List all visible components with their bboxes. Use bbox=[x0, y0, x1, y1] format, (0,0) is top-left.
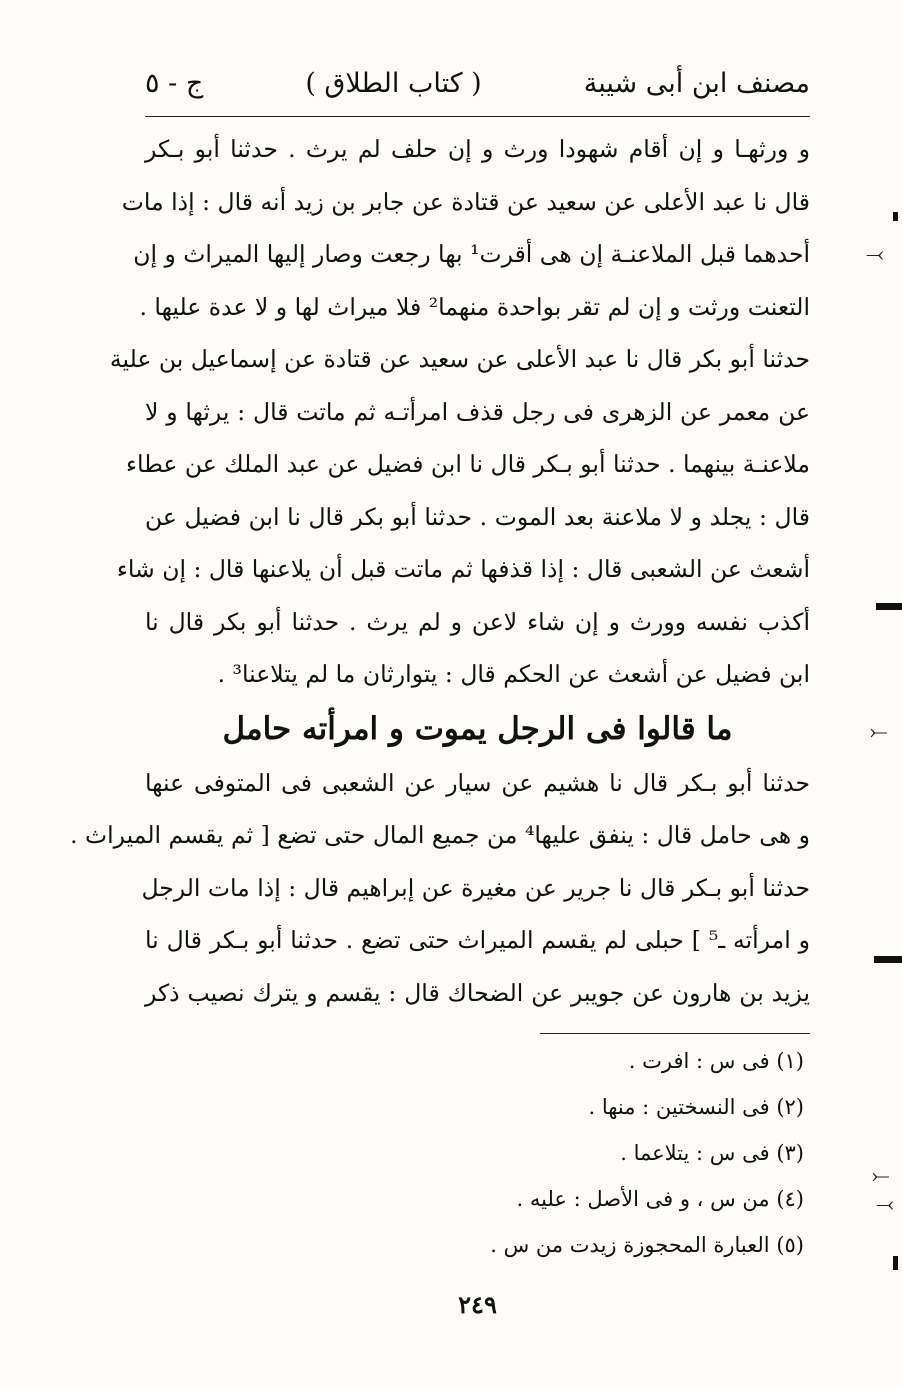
margin-mark bbox=[893, 212, 898, 221]
header-rule bbox=[145, 116, 810, 117]
footnotes bbox=[145, 1038, 810, 1268]
footnote-4: (٤) من س ، و فى الأصل : عليه . bbox=[516, 1187, 804, 1211]
text-line: و امرأته ـ⁵ ] حبلى لم يقسم الميراث حتى تضع . حدثنا أبو بـكر قال نا bbox=[145, 926, 810, 954]
header-book-title: مصنف ابن أبى شيبة bbox=[583, 68, 810, 99]
header-volume: ج - ٥ bbox=[145, 68, 204, 99]
margin-tick-mark: ⤚ bbox=[872, 1164, 890, 1189]
text-line: عن معمر عن الزهرى فى رجل قذف امرأتـه ثم ماتت قال : يرثها و لا bbox=[145, 397, 810, 426]
text-line: حدثنا أبو بـكر قال نا هشيم عن سيار عن الشعبى فى المتوفى عنها bbox=[145, 768, 810, 797]
body-text-top bbox=[109, 123, 810, 701]
margin-bar-mark bbox=[874, 956, 902, 963]
text-line: أشعث عن الشعبى قال : إذا قذفها ثم ماتت قبل أن يلاعنها قال : إن شاء bbox=[116, 555, 810, 583]
text-line: أكذب نفسه وورث و إن شاء لاعن و لم يرث . حدثنا أبو بكر قال نا bbox=[145, 607, 810, 636]
body-text-bottom bbox=[70, 757, 810, 1020]
text-line: قال نا عبد الأعلى عن سعيد عن قتادة عن جابر بن زيد أنه قال : إذا مات bbox=[121, 187, 810, 216]
text-line: قال : يجلد و لا ملاعنة بعد الموت . حدثنا أبو بكر قال نا ابن فضيل عن bbox=[145, 502, 810, 531]
footnote-5: (٥) العبارة المحجوزة زيدت من س . bbox=[490, 1233, 804, 1257]
text-line: و هى حامل قال : ينفق عليها⁴ من جميع المال حتى تضع [ ثم يقسم الميراث . bbox=[70, 821, 810, 849]
text-line: يزيد بن هارون عن جويبر عن الضحاك قال : يقسم و يترك نصيب ذكر bbox=[145, 978, 810, 1007]
page-number: ٢٤٩ bbox=[458, 1290, 497, 1319]
margin-bar-mark bbox=[876, 603, 902, 610]
text-line: ملاعنـة بينهما . حدثنا أبو بـكر قال نا ابن فضيل عن عبد الملك عن عطاء bbox=[125, 450, 810, 478]
text-line: و ورثهـا و إن أقام شهودا ورث و إن حلف لم يرث . حدثنا أبو بـكر bbox=[145, 135, 810, 163]
text-line: أحدهما قبل الملاعنـة إن هى أقرت¹ بها رجعت وصار إليها الميراث و إن bbox=[133, 240, 810, 268]
margin-tick-mark: ⤙ bbox=[876, 1192, 894, 1217]
running-head bbox=[145, 62, 810, 106]
text-line: ابن فضيل عن أشعث عن الحكم قال : يتوارثان ما لم يتلاعنا³ . bbox=[217, 660, 810, 688]
margin-tick-mark: ⤚ bbox=[870, 720, 888, 745]
margin-mark bbox=[893, 1256, 898, 1270]
text-line: حدثنا أبو بكر قال نا عبد الأعلى عن سعيد عن قتادة عن إسماعيل بن علية bbox=[109, 345, 810, 373]
footnote-2: (٢) فى النسختين : منها . bbox=[588, 1095, 804, 1119]
footnote-rule bbox=[540, 1033, 810, 1034]
text-line: حدثنا أبو بـكر قال نا جرير عن مغيرة عن إبراهيم قال : إذا مات الرجل bbox=[141, 873, 810, 902]
footnote-1: (١) فى س : افرت . bbox=[628, 1049, 804, 1073]
header-chapter-title: ( كتاب الطلاق ) bbox=[305, 68, 482, 99]
margin-tick-mark: ⤙ bbox=[866, 242, 884, 267]
text-line: التعنت ورثت و إن لم تقر بواحدة منهما² فلا ميراث لها و لا عدة عليها . bbox=[139, 292, 810, 321]
section-heading: ما قالوا فى الرجل يموت و امرأته حامل bbox=[222, 710, 733, 747]
book-page bbox=[70, 62, 810, 1319]
footnote-3: (٣) فى س : يتلاعما . bbox=[620, 1141, 804, 1165]
